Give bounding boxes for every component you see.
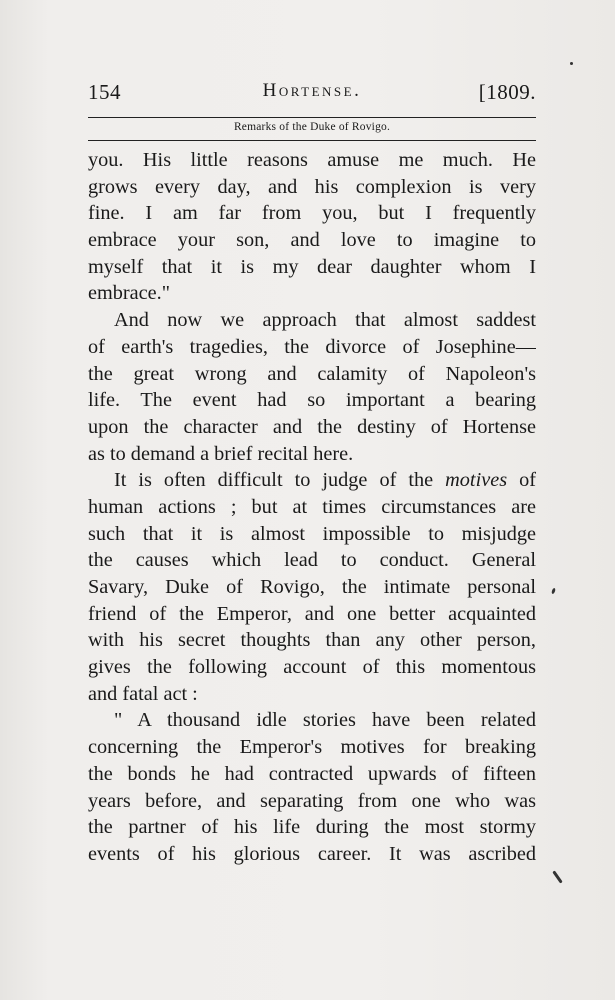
year-marker: [1809. (478, 80, 536, 104)
text-line: events of his glorious career. It was ascribed (88, 842, 536, 865)
text-line: of earth's tragedies, the divorce of Josephine— (88, 335, 536, 358)
text-line: friend of the Emperor, and one better acquainted (88, 602, 536, 625)
text-line: fine. I am far from you, but I frequently (88, 202, 536, 225)
page-number: 154 (88, 80, 121, 104)
text-line: such that it is almost impossible to misjudge (88, 522, 536, 545)
print-speck (551, 588, 556, 595)
text-line: gives the following account of this momentous (88, 656, 536, 679)
text-line: embrace." (88, 282, 171, 305)
running-title: Hortense. (262, 80, 362, 101)
text-line: the great wrong and calamity of Napoleon's (88, 362, 536, 385)
text-line: the partner of his life during the most stormy (88, 816, 536, 839)
text-line: concerning the Emperor's motives for breaking (88, 736, 536, 759)
text-line: with his secret thoughts than any other person, (88, 629, 536, 652)
running-header (88, 80, 536, 110)
text-line: human actions ; but at times circumstances are (88, 495, 536, 518)
text-line: Savary, Duke of Rovigo, the intimate personal (88, 576, 536, 598)
text-line: the causes which lead to conduct. General (88, 549, 536, 572)
emphasis: motives (445, 469, 508, 492)
text-line: upon the character and the destiny of Hortense (88, 415, 536, 438)
header-rule (88, 117, 536, 118)
text-line: as to demand a brief recital here. (88, 442, 354, 465)
print-speck (570, 62, 573, 65)
text-line: embrace your son, and love to imagine to (88, 229, 536, 252)
text-line: It is often difficult to judge of the motives of (114, 469, 536, 492)
body-text (88, 147, 536, 868)
print-speck (552, 870, 562, 883)
text-line: grows every day, and his complexion is very (88, 175, 536, 198)
text-line: And now we approach that almost saddest (114, 309, 536, 332)
text-line: life. The event had so important a bearing (88, 389, 536, 412)
subheading-rule (88, 140, 536, 141)
text-line: the bonds he had contracted upwards of fifteen (88, 762, 536, 785)
text-line: and fatal act : (88, 682, 198, 705)
text-line: you. His little reasons amuse me much. He (88, 149, 536, 171)
text-line: " A thousand idle stories have been related (114, 709, 536, 732)
text-line: myself that it is my dear daughter whom I (88, 255, 536, 278)
text-line: years before, and separating from one who was (88, 789, 536, 812)
section-subheading: Remarks of the Duke of Rovigo. (233, 121, 391, 133)
